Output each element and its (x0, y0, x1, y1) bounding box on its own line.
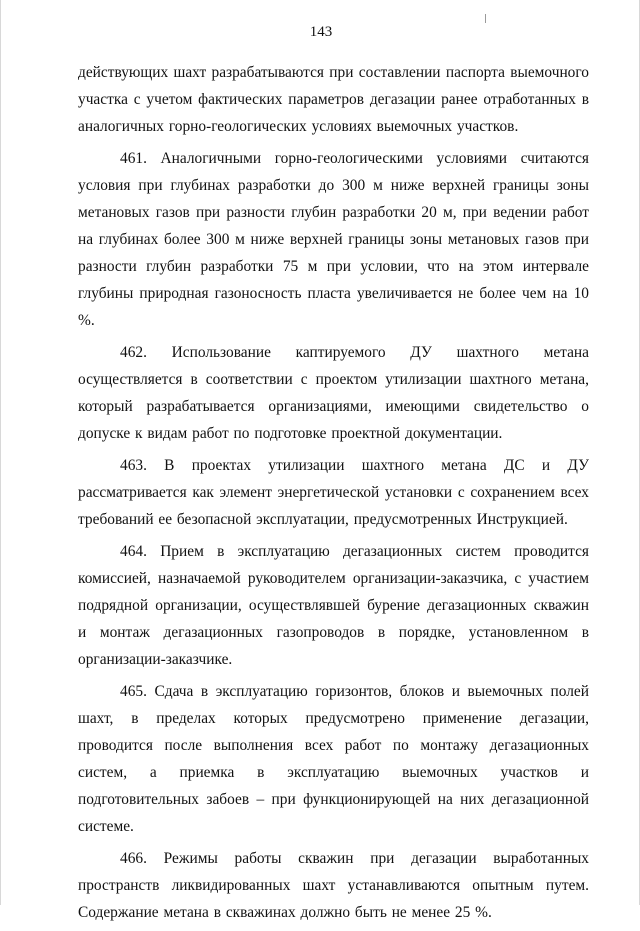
paragraph-462: 462. Использование каптируемого ДУ шахтного метана осуществляется в соответствии с проектом утилизации шахтного метана, который разрабатывается организациями, имеющими свидетельство о допуске к видам работ по подготовке проектной документации. (78, 344, 589, 442)
paragraph-464: 464. Прием в эксплуатацию дегазационных систем проводится комиссией, назначаемой руководителем организации-заказчика, с участием подрядной организации, осуществлявшей бурение дегазационных скважин и монтаж дегазационных газопроводов в порядке, установленном в организации-заказчике. (78, 543, 589, 668)
paragraph-continuation: действующих шахт разрабатываются при составлении паспорта выемочного участка с учетом фактических параметров дегазации ранее отработанных в аналогичных горно-геологических условиях выемочных участков. (78, 64, 589, 135)
paragraph-463: 463. В проектах утилизации шахтного метана ДС и ДУ рассматривается как элемент энергетической установки с сохранением всех требований ее безопасной эксплуатации, предусмотренных Инструкцией. (78, 457, 589, 528)
scan-artifact-mark (485, 14, 486, 23)
page-number: 143 (309, 24, 333, 40)
paragraph-461: 461. Аналогичными горно-геологическими условиями считаются условия при глубинах разработки до 300 м ниже верхней границы зоны метановых газов при разности глубин разработки 20 м, при ведении работ на глубинах более 300 м ниже верхней границы зоны метановых газов при разности глубин разработки 75 м при условии, что на этом интервале глубины природная газоносность пласта увеличивается не более чем на 10 %. (78, 150, 589, 329)
document-body (78, 59, 589, 931)
paragraph-465: 465. Сдача в эксплуатацию горизонтов, блоков и выемочных полей шахт, в пределах которых предусмотрено применение дегазации, проводится после выполнения всех работ по монтажу дегазационных систем, а приемка в эксплуатацию выемочных участков и подготовительных забоев – при функционирующей на них дегазационной системе. (78, 683, 589, 835)
paragraph-466: 466. Режимы работы скважин при дегазации выработанных пространств ликвидированных шахт устанавливаются опытным путем. Содержание метана в скважинах должно быть не менее 25 %. (78, 850, 589, 921)
